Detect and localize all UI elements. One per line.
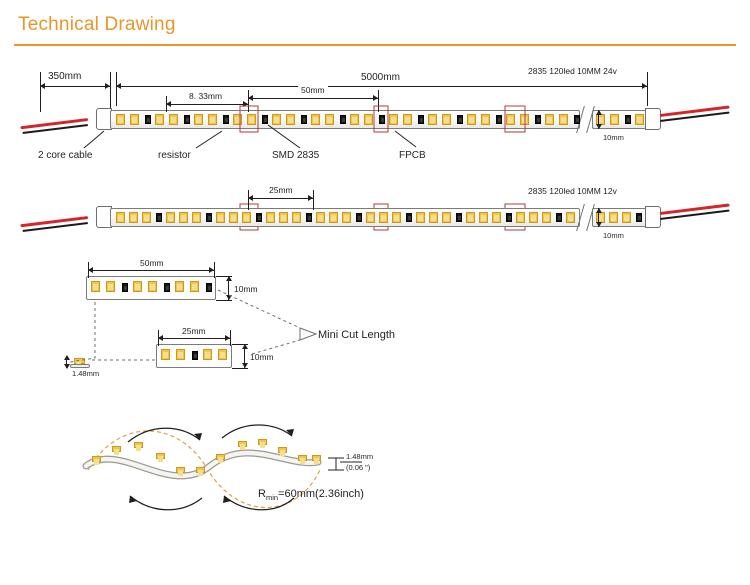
- dim-cut50-height-arrow-up: [226, 276, 232, 281]
- dim-350-label: 350mm: [48, 71, 82, 82]
- row2-led: [279, 212, 288, 223]
- row1-led: [610, 114, 619, 125]
- row2-resistor: [356, 213, 362, 222]
- row1-led: [467, 114, 476, 125]
- bend-led: [238, 441, 247, 447]
- row1-resistor: [301, 115, 307, 124]
- row1-resistor: [262, 115, 268, 124]
- row1-led: [506, 114, 515, 125]
- callout-resistor: resistor: [158, 150, 191, 161]
- dim-pitch-arrow-left: [166, 101, 171, 107]
- row1-led: [350, 114, 359, 125]
- row1-resistor: [379, 115, 385, 124]
- cut-big-led: [91, 281, 100, 292]
- dim-50-arrow-right: [373, 95, 378, 101]
- row1-resistor: [496, 115, 502, 124]
- dim-10mm-row2-arrow-up: [596, 208, 602, 213]
- row1-led: [325, 114, 334, 125]
- row2-led: [229, 212, 238, 223]
- cut-big-led: [133, 281, 142, 292]
- bend-led: [156, 453, 165, 459]
- row1-spec-label: 2835 120led 10MM 24v: [528, 66, 617, 76]
- row2-led: [266, 212, 275, 223]
- thickness-arrow-down: [64, 364, 70, 369]
- row1-led: [130, 114, 139, 125]
- dim-cut50-h-ext-bottom: [216, 300, 232, 301]
- row2-spec-label: 2835 120led 10MM 12v: [528, 186, 617, 196]
- row2-led: [392, 212, 401, 223]
- dim-cut25-height-arrow-up: [242, 344, 248, 349]
- row2-resistor: [306, 213, 312, 222]
- row1-resistor: [418, 115, 424, 124]
- row2-resistor: [506, 213, 512, 222]
- row1-led: [155, 114, 164, 125]
- dim-cut25-height-label: 10mm: [250, 352, 274, 362]
- bend-led: [176, 467, 185, 473]
- dim-10mm-row1-arrow-up: [596, 110, 602, 115]
- row2-led: [466, 212, 475, 223]
- row1-led: [208, 114, 217, 125]
- row2-led: [442, 212, 451, 223]
- bend-thickness-mm-label: 1.48mm: [346, 452, 374, 461]
- dim-cut50-arrow-left: [88, 267, 93, 273]
- title-divider: [14, 44, 736, 46]
- row1-led: [247, 114, 256, 125]
- row2-led: [192, 212, 201, 223]
- dim-25-row2-arrow-left: [248, 195, 253, 201]
- row1-led: [311, 114, 320, 125]
- bend-led: [134, 442, 143, 448]
- row2-led: [216, 212, 225, 223]
- row1-resistor: [223, 115, 229, 124]
- dim-cut50-line: [88, 270, 214, 271]
- cut-small-led: [176, 349, 185, 360]
- dim-25-row2-right-tick: [313, 190, 314, 210]
- row1-resistor: [625, 115, 631, 124]
- row1-led: [481, 114, 490, 125]
- row1-led: [194, 114, 203, 125]
- row2-resistor: [206, 213, 212, 222]
- dim-50-left-tick: [248, 90, 249, 112]
- row2-led: [329, 212, 338, 223]
- row2-led: [516, 212, 525, 223]
- dim-cut25-line: [158, 338, 230, 339]
- row1-led: [545, 114, 554, 125]
- dim-5000-left-tick: [116, 72, 117, 106]
- row2-resistor: [556, 213, 562, 222]
- bend-radius-symbol: R: [258, 488, 266, 500]
- row1-led: [116, 114, 125, 125]
- cut-big-led: [190, 281, 199, 292]
- bend-led: [196, 467, 205, 473]
- dim-350-left-tick: [40, 72, 41, 112]
- row1-led: [389, 114, 398, 125]
- bend-radius-subscript: min: [265, 493, 279, 503]
- cut-small-led: [203, 349, 212, 360]
- dim-25-row2-line: [248, 198, 313, 199]
- cut-small-resistor: [192, 351, 198, 360]
- dim-350-right-tick: [110, 72, 111, 112]
- row1-resistor: [535, 115, 541, 124]
- dim-350-arrow-right: [105, 83, 110, 89]
- row1-led: [169, 114, 178, 125]
- dim-10mm-row2-label: 10mm: [603, 231, 624, 240]
- row2-led: [142, 212, 151, 223]
- row1-led: [272, 114, 281, 125]
- dim-50-line: [248, 98, 378, 99]
- cut-big-resistor: [122, 283, 128, 292]
- cut-big-led: [175, 281, 184, 292]
- row1-led: [520, 114, 529, 125]
- row2-right-end-cap: [645, 206, 661, 228]
- bend-led: [92, 456, 101, 462]
- cut-big-led: [148, 281, 157, 292]
- dim-5000-right-tick: [647, 72, 648, 106]
- row2-led: [479, 212, 488, 223]
- row2-led: [129, 212, 138, 223]
- cut-big-resistor: [206, 283, 212, 292]
- dim-pitch-label: 8. 33mm: [186, 91, 225, 101]
- row2-resistor: [636, 213, 642, 222]
- dim-350-arrow-left: [40, 83, 45, 89]
- row1-resistor: [184, 115, 190, 124]
- cut-big-resistor: [164, 283, 170, 292]
- dim-pitch-line: [166, 104, 248, 105]
- bend-thickness-in-label: (0.06 "): [346, 463, 371, 472]
- dim-50-right-tick: [378, 90, 379, 112]
- dim-25-row2-arrow-right: [308, 195, 313, 201]
- dim-cut50-height-label: 10mm: [234, 284, 258, 294]
- row2-led: [292, 212, 301, 223]
- row1-resistor: [340, 115, 346, 124]
- row2-led: [342, 212, 351, 223]
- row2-resistor: [406, 213, 412, 222]
- row2-resistor: [456, 213, 462, 222]
- dim-50-arrow-left: [248, 95, 253, 101]
- row1-resistor: [145, 115, 151, 124]
- row1-resistor: [457, 115, 463, 124]
- dim-350-line: [40, 86, 110, 87]
- dim-cut25-height-arrow-down: [242, 363, 248, 368]
- bend-led: [112, 446, 121, 452]
- row2-led: [542, 212, 551, 223]
- callout-fpcb: FPCB: [399, 150, 426, 161]
- dim-5000-arrow-right: [642, 83, 647, 89]
- mini-cut-length-label: Mini Cut Length: [318, 329, 396, 341]
- dim-cut25-arrow-right: [225, 335, 230, 341]
- row1-led: [233, 114, 242, 125]
- callout-2-core-cable: 2 core cable: [38, 150, 93, 161]
- row2-led: [242, 212, 251, 223]
- dim-10mm-row1-label: 10mm: [603, 133, 624, 142]
- bend-led: [258, 439, 267, 445]
- row1-led: [403, 114, 412, 125]
- bend-led: [312, 455, 321, 461]
- row2-led: [166, 212, 175, 223]
- row1-led: [559, 114, 568, 125]
- row2-led: [179, 212, 188, 223]
- row2-led: [566, 212, 575, 223]
- dim-cut50-arrow-right: [209, 267, 214, 273]
- dim-25-row2-label: 25mm: [266, 185, 296, 195]
- dim-cut50-right-tick: [214, 262, 215, 278]
- row2-led: [622, 212, 631, 223]
- bend-radius-label: [258, 488, 364, 502]
- row2-led: [316, 212, 325, 223]
- row2-led: [529, 212, 538, 223]
- thickness-side-pcb: [70, 364, 90, 368]
- page-title: Technical Drawing: [18, 14, 176, 35]
- row2-resistor: [256, 213, 262, 222]
- thickness-arrow-up: [64, 355, 70, 360]
- bend-led: [216, 454, 225, 460]
- row2-led: [492, 212, 501, 223]
- dim-50-label: 50mm: [298, 85, 328, 95]
- dim-5000-line: [116, 86, 647, 87]
- dim-5000-arrow-left: [116, 83, 121, 89]
- row1-led: [635, 114, 644, 125]
- thickness-label: 1.48mm: [72, 369, 100, 378]
- row1-led: [364, 114, 373, 125]
- row2-led: [429, 212, 438, 223]
- dim-10mm-row2-arrow-down: [596, 222, 602, 227]
- dim-cut50-label: 50mm: [137, 258, 167, 268]
- dim-10mm-row1-arrow-down: [596, 124, 602, 129]
- bend-led: [278, 447, 287, 453]
- row1-resistor: [574, 115, 580, 124]
- row2-resistor: [156, 213, 162, 222]
- row1-led: [286, 114, 295, 125]
- callout-smd-2835: SMD 2835: [272, 150, 320, 161]
- row1-led: [428, 114, 437, 125]
- bend-led: [298, 455, 307, 461]
- dim-cut25-right-tick: [230, 330, 231, 346]
- cut-big-led: [106, 281, 115, 292]
- dim-5000-label: 5000mm: [357, 72, 404, 83]
- row2-led: [116, 212, 125, 223]
- cut-small-led: [218, 349, 227, 360]
- bend-radius-value: =60mm(2.36inch): [278, 488, 364, 500]
- row2-led: [379, 212, 388, 223]
- dim-cut25-arrow-left: [158, 335, 163, 341]
- cut-small-led: [161, 349, 170, 360]
- row2-led: [416, 212, 425, 223]
- dim-cut25-h-ext-bottom: [232, 368, 248, 369]
- dim-cut25-label: 25mm: [179, 326, 209, 336]
- row2-led: [609, 212, 618, 223]
- row1-right-end-cap: [645, 108, 661, 130]
- row1-led: [442, 114, 451, 125]
- dim-cut50-height-arrow-down: [226, 295, 232, 300]
- row2-led: [366, 212, 375, 223]
